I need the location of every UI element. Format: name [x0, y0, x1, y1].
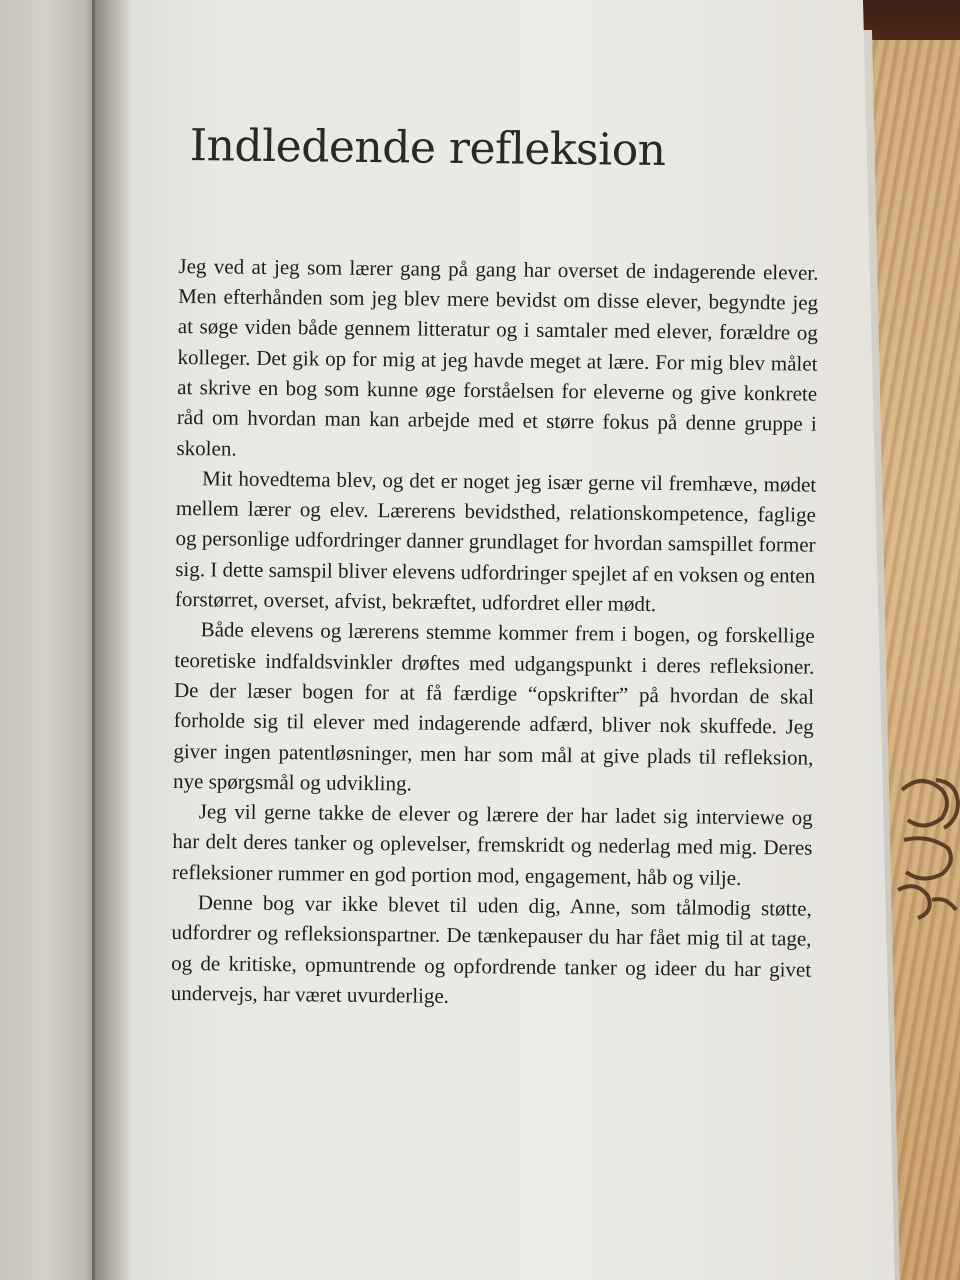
paragraph-5: Denne bog var ikke blevet til uden dig, Anne, som tålmodig støtte, udfordrer og refleksionspartner. De tænkepauser du har fået mig til at tage, og de kritiske, opmuntrende og opfordrende tanker og ideer du har givet undervejs, har været uvurderlige.	[170, 890, 812, 1008]
wood-stamp-mark	[892, 770, 960, 940]
facing-page	[0, 0, 100, 1280]
paragraph-1: Jeg ved at jeg som lærer gang på gang har overset de indagerende elever. Men efterhånden som jeg blev mere bevidst om disse elever, begyndte jeg at søge viden både gennem litteratur og i samtaler med elever, forældre og kolleger. Det gik op for mig at jeg havde meget at lære. For mig blev målet at skrive en bog som kunne øge forståelsen for eleverne og give konkrete råd om hvordan man kan arbejde med et større fokus på denne gruppe i skolen.	[176, 253, 819, 461]
book-gutter-shadow	[92, 0, 132, 1280]
paragraph-4: Jeg vil gerne takke de elever og lærere der har ladet sig interviewe og har delt deres tanker og oplevelser, fremskridt og nederlag med mig. Deres refleksioner rummer en god portion mod, engagement, håb og vilje.	[172, 799, 813, 890]
chapter-heading: Indledende refleksion	[189, 120, 666, 177]
body-text	[171, 251, 819, 1015]
page-content	[171, 120, 820, 1015]
paragraph-3: Både elevens og lærerens stemme kommer frem i bogen, og forskellige teoretiske indfaldsvinkler drøftes med udgangspunkt i deres refleksioner. De der læser bogen for at få færdige “opskrifter” på hvordan de skal forholde sig til elever med indagerende adfærd, bliver nok skuffede. Jeg giver ingen patentløsninger, men har som mål at give plads til refleksion, nye spørgsmål og udvikling.	[172, 617, 815, 796]
paragraph-2: Mit hovedtema blev, og det er noget jeg især gerne vil fremhæve, mødet mellem lærer og elev. Lærerens bevidsthed, relationskompetence, faglige og personlige udfordringer danner grundlaget for hvordan samspillet former sig. I dette samspil bliver elevens udfordringer spejlet af en voksen og enten forstørret, overset, afvist, bekræftet, udfordret eller mødt.	[174, 466, 817, 617]
